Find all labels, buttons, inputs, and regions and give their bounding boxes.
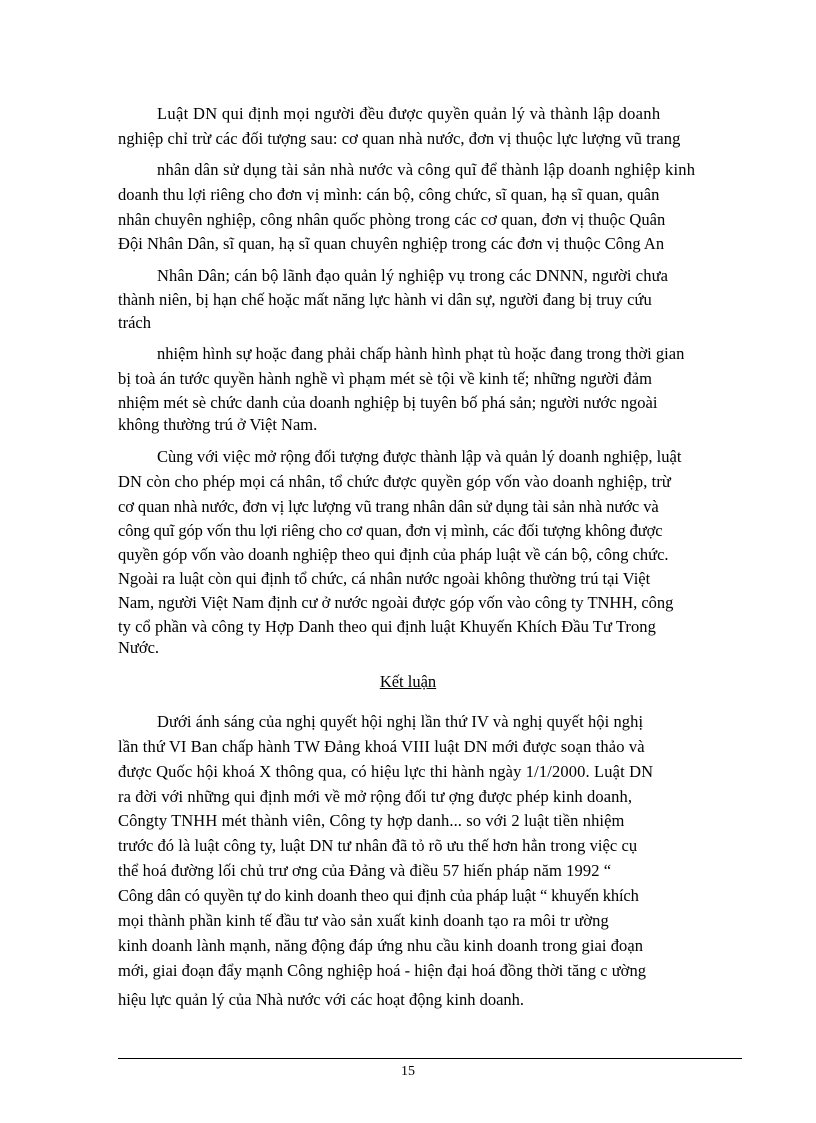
text-line: trước đó là luật công ty, luật DN tư nhân đã tỏ rõ ưu thế hơn hẳn trong việc cụ — [118, 836, 638, 855]
text-line: Nam, người Việt Nam định cư ở nước ngoài được góp vốn vào công ty TNHH, công — [118, 593, 674, 612]
text-line: DN còn cho phép mọi cá nhân, tổ chức được quyền góp vốn vào doanh nghiệp, trừ — [118, 472, 671, 491]
text-line: trách — [118, 313, 151, 332]
text-line: Luật DN qui định mọi người đều được quyền quản lý và thành lập doanh — [157, 104, 661, 123]
text-line: nhiệm hình sự hoặc đang phải chấp hành hình phạt tù hoặc đang trong thời gian — [157, 344, 685, 363]
text-line: không thường trú ở Việt Nam. — [118, 415, 318, 434]
text-line: Côngty TNHH mét thành viên, Công ty hợp danh... so với 2 luật tiền nhiệm — [118, 811, 625, 830]
text-line: thể hoá đường lối chủ trư ơng của Đảng và điều 57 hiến pháp năm 1992 “ — [118, 861, 612, 880]
text-line: công quĩ góp vốn thu lợi riêng cho cơ quan, đơn vị mình, các đối tượng không được — [118, 521, 663, 540]
text-line: nhân chuyên nghiệp, công nhân quốc phòng trong các cơ quan, đơn vị thuộc Quân — [118, 210, 666, 229]
footer-rule — [118, 1058, 742, 1059]
text-line: quyền góp vốn vào doanh nghiệp theo qui định của pháp luật về cán bộ, công chức. — [118, 545, 669, 564]
text-line: hiệu lực quản lý của Nhà nước với các hoạt động kinh doanh. — [118, 990, 525, 1009]
text-line: mọi thành phần kinh tế đầu tư vào sản xuất kinh doanh tạo ra môi tr ường — [118, 911, 609, 930]
text-line: thành niên, bị hạn chế hoặc mất năng lực hành vi dân sự, người đang bị truy cứu — [118, 290, 652, 309]
text-line: được Quốc hội khoá X thông qua, có hiệu lực thi hành ngày 1/1/2000. Luật DN — [118, 762, 654, 781]
text-line: lần thứ VI Ban chấp hành TW Đảng khoá VIII luật DN mới được soạn thảo và — [118, 737, 645, 756]
text-line: doanh thu lợi riêng cho đơn vị mình: cán bộ, công chức, sĩ quan, hạ sĩ quan, quân — [118, 185, 660, 204]
text-line: kinh doanh lành mạnh, năng động đáp ứng nhu cầu kinh doanh trong giai đoạn — [118, 936, 644, 955]
text-line: Nước. — [118, 638, 160, 657]
text-line: ra đời với những qui định mới về mở rộng đối tư ợng được phép kinh doanh, — [118, 787, 633, 806]
page-number: 15 — [401, 1064, 415, 1079]
text-line: cơ quan nhà nước, đơn vị lực lượng vũ trang nhân dân sử dụng tài sản nhà nước và — [118, 497, 659, 516]
text-line: Công dân có quyền tự do kinh doanh theo qui định của pháp luật “ khuyến khích — [118, 886, 639, 905]
section-heading: Kết luận — [379, 672, 437, 691]
text-line: Nhân Dân; cán bộ lãnh đạo quản lý nghiệp vụ trong các DNNN, người chưa — [157, 266, 669, 285]
text-line: Ngoài ra luật còn qui định tổ chức, cá nhân nước ngoài không thường trú tại Việt — [118, 569, 651, 588]
text-line: bị toà án tước quyền hành nghề vì phạm mét sè tội về kinh tế; những người đảm — [118, 369, 653, 388]
text-line: Cùng với việc mở rộng đối tượng được thành lập và quản lý doanh nghiệp, luật — [157, 447, 682, 466]
text-line: Dưới ánh sáng của nghị quyết hội nghị lần thứ IV và nghị quyết hội nghị — [157, 712, 644, 731]
text-line: nghiệp chỉ trừ các đối tượng sau: cơ quan nhà nước, đơn vị thuộc lực lượng vũ trang — [118, 129, 681, 148]
text-line: ty cổ phần và công ty Hợp Danh theo qui định luật Khuyến Khích Đầu Tư Trong — [118, 617, 656, 636]
text-line: mới, giai đoạn đẩy mạnh Công nghiệp hoá - hiện đại hoá đồng thời tăng c ường — [118, 961, 647, 980]
text-line: nhiệm mét sè chức danh của doanh nghiệp bị tuyên bố phá sản; người nước ngoài — [118, 393, 658, 412]
text-line: nhân dân sử dụng tài sản nhà nước và công quĩ để thành lập doanh nghiệp kinh — [157, 160, 696, 179]
text-line: Đội Nhân Dân, sĩ quan, hạ sĩ quan chuyên nghiệp trong các đơn vị thuộc Công An — [118, 234, 665, 253]
